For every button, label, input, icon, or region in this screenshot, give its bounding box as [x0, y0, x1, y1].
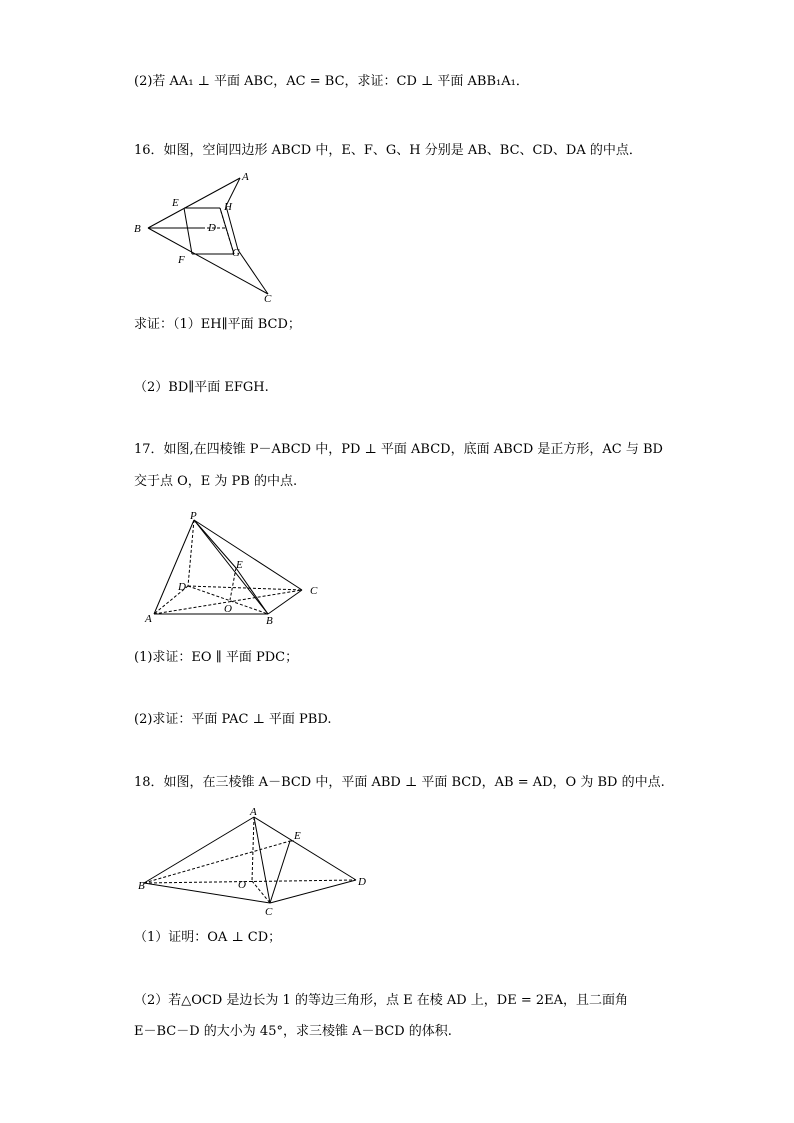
label-D: D — [178, 581, 186, 593]
label-F: F — [178, 254, 185, 266]
label-A: A — [250, 806, 257, 818]
figure-17 — [140, 510, 330, 630]
q16-part1: 求证：（1）EH∥平面 BCD； — [134, 317, 301, 332]
label-C: C — [310, 585, 318, 597]
label-B: B — [266, 615, 273, 627]
q17-title-line2: 交于点 O，E 为 PB 的中点. — [134, 474, 298, 489]
q16-title: 16．如图，空间四边形 ABCD 中，E、F、G、H 分别是 AB、BC、CD、DA 的中点． — [134, 143, 642, 158]
label-O: O — [224, 603, 232, 615]
q18-part2-line2: E－BC－D 的大小为 45°，求三棱锥 A－BCD 的体积. — [134, 1024, 452, 1039]
q15-part2: (2)若 AA₁ ⊥ 平面 ABC，AC = BC，求证：CD ⊥ 平面 ABB₁A₁． — [134, 74, 529, 89]
q17-part1: (1)求证：EO ∥ 平面 PDC； — [134, 650, 299, 665]
q17-title-line1: 17．如图,在四棱锥 P－ABCD 中，PD ⊥ 平面 ABCD，底面 ABCD 是正方形，AC 与 BD — [134, 442, 663, 457]
q18-title: 18．如图，在三棱锥 A－BCD 中，平面 ABD ⊥ 平面 BCD，AB = AD，O 为 BD 的中点. — [134, 775, 665, 790]
q18-part2-line1: （2）若△OCD 是边长为 1 的等边三角形，点 E 在棱 AD 上，DE = 2EA，且二面角 — [134, 993, 629, 1008]
label-E: E — [294, 830, 301, 842]
label-E: E — [236, 559, 243, 571]
q17-part2: (2)求证：平面 PAC ⊥ 平面 PBD. — [134, 712, 332, 727]
figure-18 — [134, 805, 374, 917]
label-P: P — [190, 510, 197, 522]
label-E: E — [172, 197, 179, 209]
label-C: C — [265, 906, 273, 917]
label-A: A — [145, 613, 152, 625]
label-D: D — [208, 222, 216, 234]
label-D: D — [358, 876, 366, 888]
q18-part1: （1）证明：OA ⊥ CD； — [134, 930, 282, 945]
label-B: B — [138, 880, 145, 892]
label-A: A — [242, 171, 249, 183]
figure-16 — [130, 168, 290, 306]
q16-part2: （2）BD∥平面 EFGH. — [134, 380, 269, 395]
label-H: H — [224, 201, 232, 213]
label-O: O — [238, 879, 246, 891]
label-G: G — [232, 247, 240, 259]
label-B: B — [134, 223, 141, 235]
label-C: C — [264, 293, 272, 305]
